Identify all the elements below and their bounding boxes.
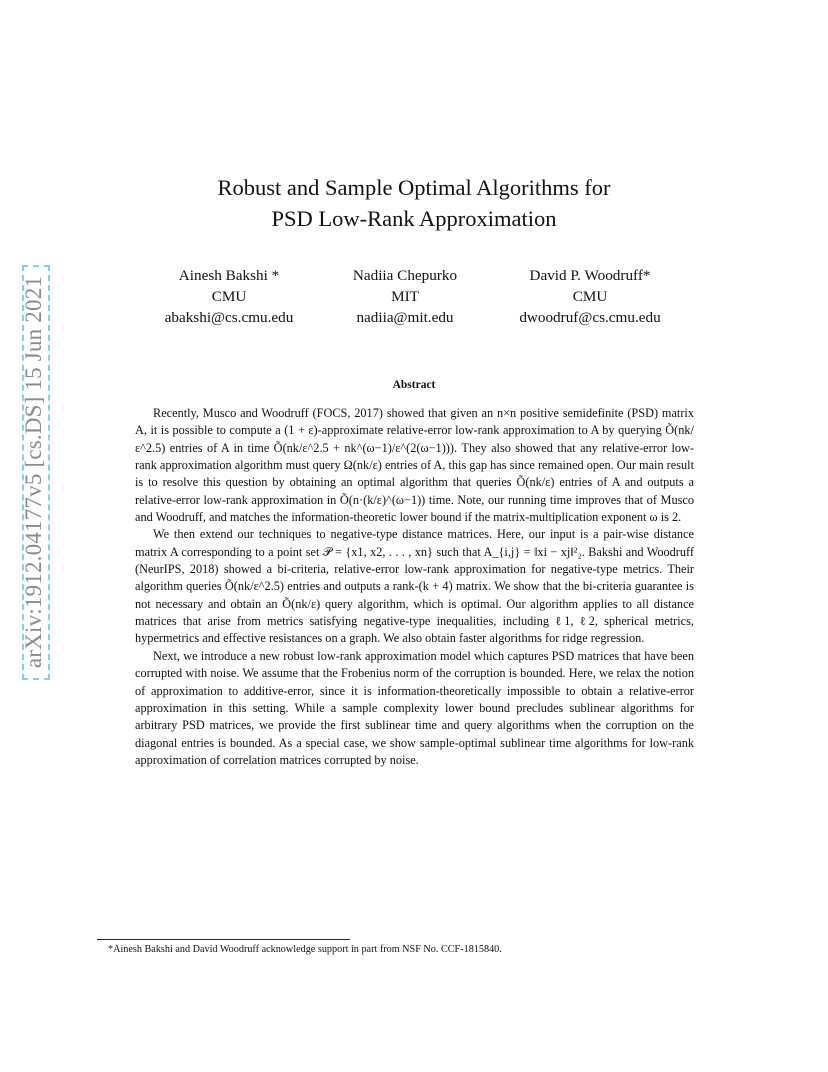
footnote: *Ainesh Bakshi and David Woodruff acknowledge support in part from NSF No. CCF-1815840. (108, 944, 502, 955)
author-email: nadiia@mit.edu (356, 309, 454, 326)
author-affiliation: MIT (391, 288, 419, 305)
paper-title (0, 172, 828, 234)
author-name: David P. Woodruff* (529, 267, 651, 284)
title-line-1: Robust and Sample Optimal Algorithms for (217, 175, 611, 200)
author-affiliation: CMU (572, 288, 608, 305)
footnote-rule (97, 939, 350, 940)
title-line-2: PSD Low-Rank Approximation (271, 206, 557, 231)
author-email: abakshi@cs.cmu.edu (164, 309, 294, 326)
author-affiliation: CMU (211, 288, 247, 305)
abstract-paragraph: We then extend our techniques to negative-type distance matrices. Here, our input is a pair-wise distance matrix A corresponding to a point set 𝒫 = {x1, x2, . . . , xn} such that A_{i,j} = ‖xi − xj‖²₂. Bakshi and Woodruff (NeurIPS, 2018) showed a bi-criteria, relative-error low-rank approximation for negative-type metrics. Their algorithm queries Õ(nk/ε^2.5) entries and outputs a rank-(k + 4) matrix. We show that the bi-criteria guarantee is not necessary and obtain an Õ(nk/ε) query algorithm, which is optimal. Our algorithm applies to all distance matrices that arise from metrics satisfying negative-type inequalities, including ℓ1, ℓ2, spherical metrics, hypermetrics and effective resistances on a graph. We also obtain faster algorithms for ridge regression. (135, 527, 694, 646)
author-email: dwoodruf@cs.cmu.edu (519, 309, 661, 326)
author-name: Nadiia Chepurko (352, 267, 458, 284)
author-name: Ainesh Bakshi * (178, 267, 280, 284)
abstract-paragraph: Next, we introduce a new robust low-rank approximation model which captures PSD matrices that have been corrupted with noise. We assume that the Frobenius norm of the corruption is bounded. Here, we relax the notion of approximation to additive-error, since it is information-theoretically impossible to obtain a relative-error approximation in this setting. While a sample complexity lower bound precludes sublinear algorithms for arbitrary PSD matrices, we provide the first sublinear time and query algorithms when the corruption on the diagonal entries is bounded. As a special case, we show sample-optimal sublinear time algorithms for low-rank approximation of correlation matrices corrupted by noise. (135, 648, 694, 767)
author-3 (470, 265, 710, 328)
arxiv-identifier: arXiv:1912.04177v5 [cs.DS] 15 Jun 2021 (21, 275, 46, 669)
abstract-paragraph: Recently, Musco and Woodruff (FOCS, 2017) showed that given an n×n positive semidefinite (PSD) matrix A, it is possible to compute a (1 + ε)-approximate relative-error low-rank approximation to A by querying Õ(nk/ε^2.5) entries of A in time Õ(nk/ε^2.5 + nk^(ω−1)/ε^(2(ω−1))). They also showed that any relative-error low-rank approximation algorithm must query Ω(nk/ε) entries of A, this gap has since remained open. Our main result is to resolve this question by obtaining an optimal algorithm that queries Õ(nk/ε) entries of A and outputs a relative-error low-rank approximation in Õ(n·(k/ε)^(ω−1)) time. Note, our running time improves that of Musco and Woodruff, and matches the information-theoretic lower bound if the matrix-multiplication exponent ω is 2. (135, 406, 694, 525)
abstract-heading: Abstract (392, 379, 436, 391)
abstract-body (135, 405, 694, 769)
